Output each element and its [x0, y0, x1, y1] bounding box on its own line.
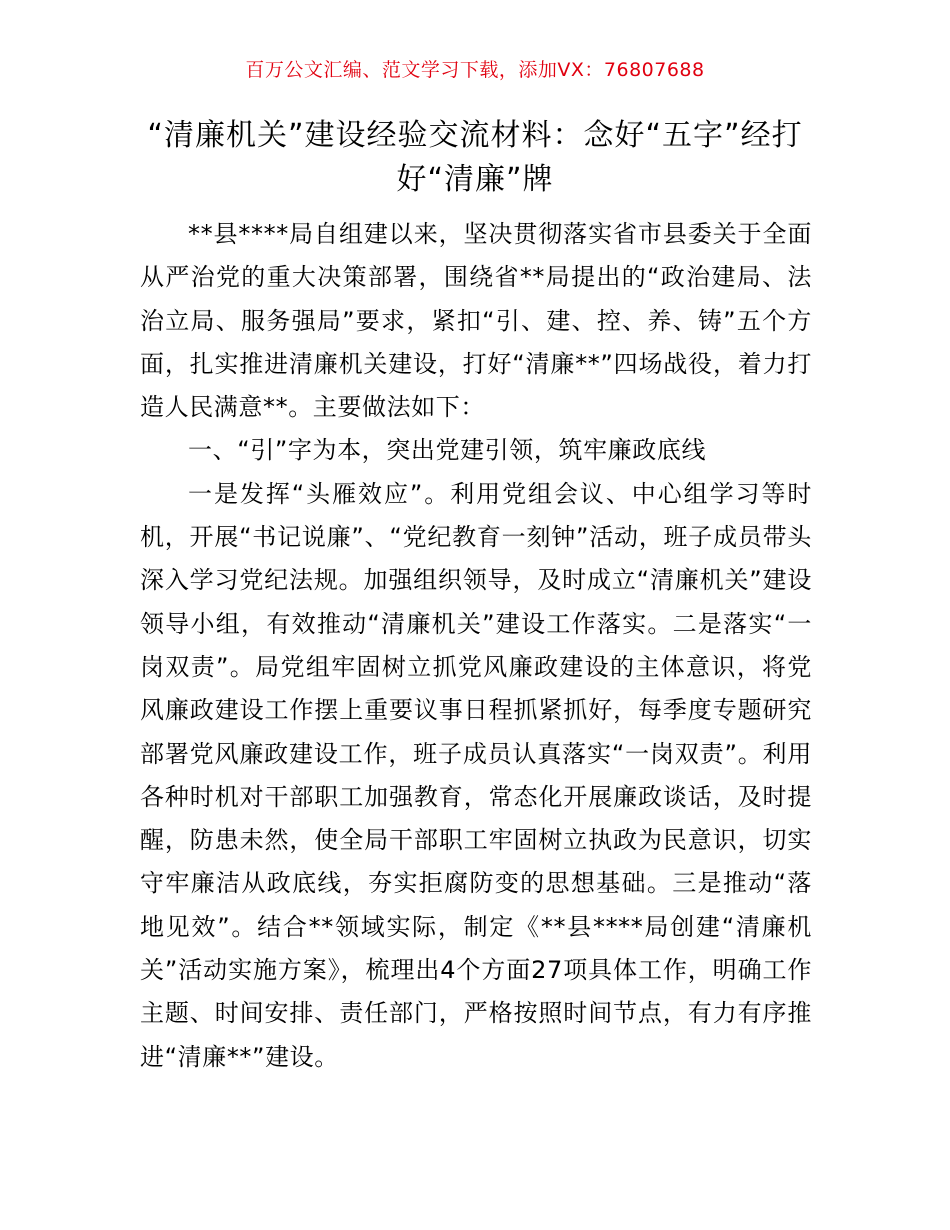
body-paragraph: 一是发挥“头雁效应”。利用党组会议、中心组学习等时机，开展“书记说廉”、“党纪教育一刻钟”活动，班子成员带头深入学习党纪法规。加强组织领导，及时成立“清廉机关”建设领导小组，有效推动“清廉机关”建设工作落实。二是落实“一岗双责”。局党组牢固树立抓党风廉政建设的主体意识，将党风廉政建设工作摆上重要议事日程抓紧抓好，每季度专题研究部署党风廉政建设工作，班子成员认真落实“一岗双责”。利用各种时机对干部职工加强教育，常态化开展廉政谈话，及时提醒，防患未然，使全局干部职工牢固树立执政为民意识，切实守牢廉洁从政底线，夯实拒腐防变的思想基础。三是推动“落地见效”。结合**领域实际，制定《**县****局创建“清廉机关”活动实施方案》，梳理出4个方面27项具体工作，明确工作主题、时间安排、责任部门，严格按照时间节点，有力有序推进“清廉**”建设。 — [140, 479, 812, 1071]
document-title: “清廉机关”建设经验交流材料：念好“五字”经打好“清廉”牌 — [147, 118, 803, 197]
watermark-header: 百万公文汇编、范文学习下载，添加VX：76807688 — [245, 59, 705, 81]
intro-paragraph: **县****局自组建以来，坚决贯彻落实省市县委关于全面从严治党的重大决策部署，围绕省**局提出的“政治建局、法治立局、服务强局”要求，紧扣“引、建、控、养、铸”五个方面，扎实推进清廉机关建设，打好“清廉**”四场战役，着力打造人民满意**。主要做法如下： — [140, 220, 812, 422]
section-heading: 一、“引”字为本，突出党建引领，筑牢廉政底线 — [188, 436, 707, 465]
document-body — [140, 213, 812, 1079]
